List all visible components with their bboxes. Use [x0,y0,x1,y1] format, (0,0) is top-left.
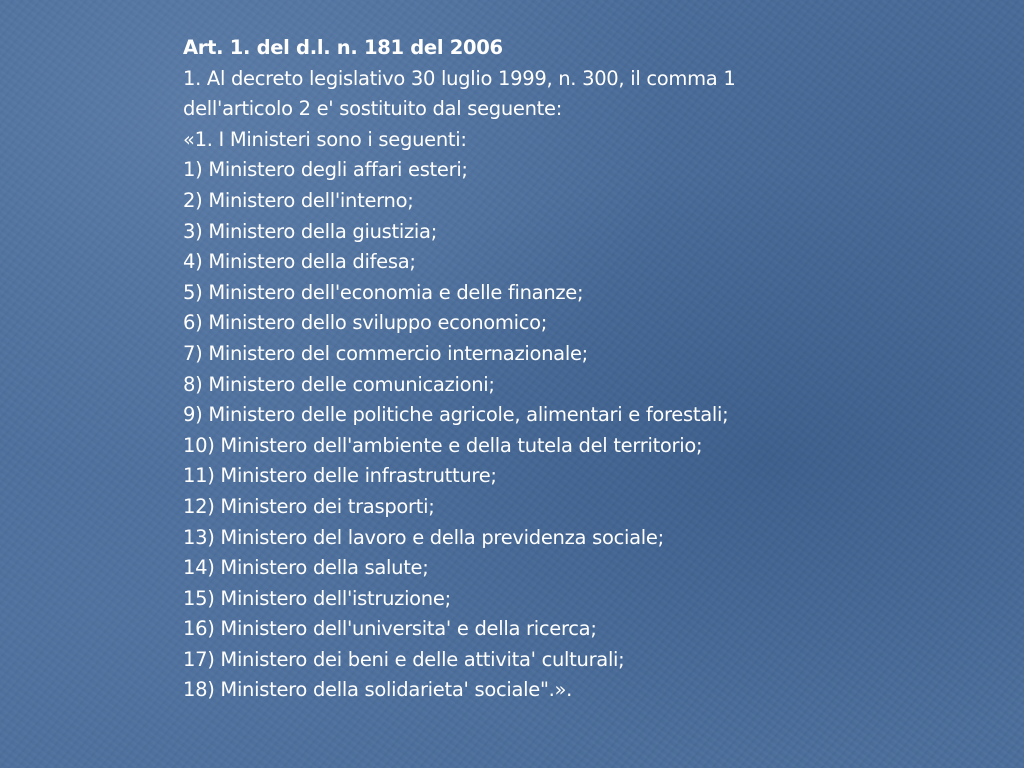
ministry-item: 15) Ministero dell'istruzione; [183,586,451,610]
ministry-item: 18) Ministero della solidarieta' sociale".». [183,678,573,702]
ministry-item: 17) Ministero dei beni e delle attivita' culturali; [183,647,625,671]
ministry-item: 12) Ministero dei trasporti; [183,494,435,518]
intro-line: «1. I Ministeri sono i seguenti: [183,127,467,151]
ministry-item: 4) Ministero della difesa; [183,250,416,274]
ministry-item: 13) Ministero del lavoro e della previdenza sociale; [183,525,664,549]
ministry-item: 10) Ministero dell'ambiente e della tutela del territorio; [183,433,703,457]
ministry-item: 3) Ministero della giustizia; [183,219,437,243]
article-heading: Art. 1. del d.l. n. 181 del 2006 [183,36,503,59]
ministry-item: 8) Ministero delle comunicazioni; [183,372,495,396]
ministry-item: 1) Ministero degli affari esteri; [183,158,468,182]
ministry-item: 11) Ministero delle infrastrutture; [183,464,497,488]
text-block [183,33,983,706]
ministry-item: 14) Ministero della salute; [183,556,429,580]
intro-line: 1. Al decreto legislativo 30 luglio 1999, n. 300, il comma 1 [183,66,736,90]
ministry-item: 7) Ministero del commercio internazionale; [183,341,588,365]
ministry-item: 9) Ministero delle politiche agricole, alimentari e forestali; [183,403,729,427]
ministry-item: 6) Ministero dello sviluppo economico; [183,311,548,335]
ministry-item: 5) Ministero dell'economia e delle finanze; [183,280,584,304]
ministry-item: 2) Ministero dell'interno; [183,188,414,212]
intro-line: dell'articolo 2 e' sostituito dal seguente: [183,97,562,121]
ministry-item: 16) Ministero dell'universita' e della ricerca; [183,617,597,641]
